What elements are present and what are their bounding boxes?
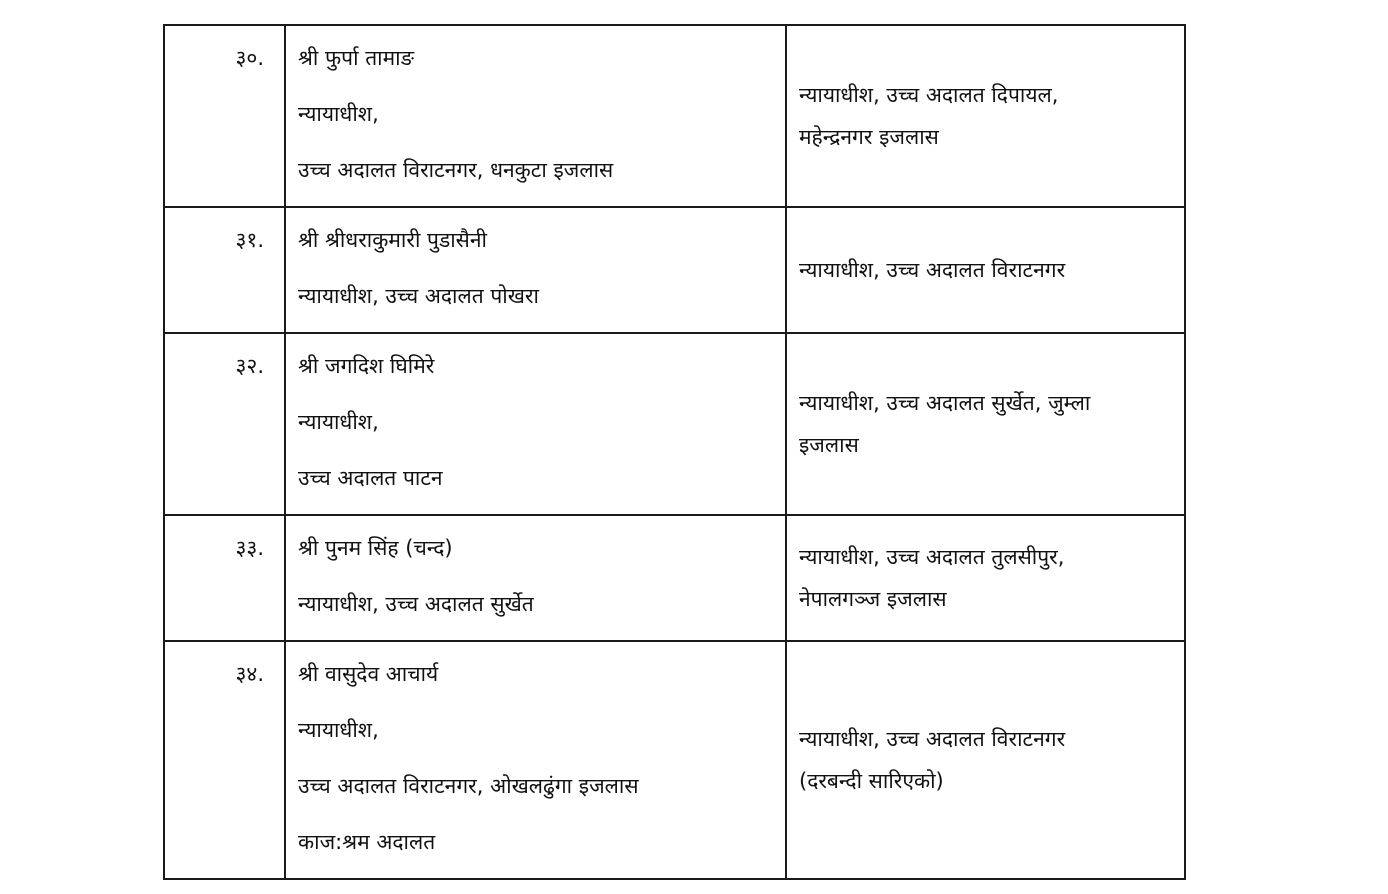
judge-title: न्यायाधीश,	[298, 410, 379, 434]
judge-name-cell	[285, 333, 786, 515]
new-posting-cell	[786, 515, 1185, 641]
judge-title-court: न्यायाधीश, उच्च अदालत पोखरा	[298, 284, 539, 308]
row-number-text: ३३.	[235, 536, 264, 560]
judge-name-cell	[285, 641, 786, 879]
row-number-text: ३१.	[235, 228, 264, 252]
row-number	[164, 207, 285, 333]
row-number	[164, 641, 285, 879]
row-number-text: ३२.	[235, 354, 264, 378]
judge-court: उच्च अदालत पाटन	[298, 466, 443, 490]
row-number	[164, 25, 285, 207]
judge-name: श्री श्रीधराकुमारी पुडासैनी	[298, 228, 487, 252]
judge-deputation: काज:श्रम अदालत	[298, 830, 436, 854]
new-posting-line: न्यायाधीश, उच्च अदालत तुलसीपुर,	[799, 545, 1065, 569]
judge-name-cell	[285, 515, 786, 641]
judge-title: न्यायाधीश,	[298, 102, 379, 126]
new-posting-line: इजलास	[799, 433, 859, 457]
transfer-table	[163, 24, 1186, 880]
new-posting-cell	[786, 207, 1185, 333]
judge-name: श्री पुनम सिंह (चन्द)	[298, 536, 453, 560]
table-row	[164, 515, 1185, 641]
new-posting-line: नेपालगञ्ज इजलास	[799, 587, 947, 611]
row-number-text: ३०.	[235, 46, 264, 70]
table-row	[164, 25, 1185, 207]
judge-title: न्यायाधीश,	[298, 718, 379, 742]
judge-title-court: न्यायाधीश, उच्च अदालत सुर्खेत	[298, 592, 534, 616]
judge-court: उच्च अदालत विराटनगर, धनकुटा इजलास	[298, 158, 614, 182]
judge-name: श्री वासुदेव आचार्य	[298, 662, 439, 686]
table-row	[164, 641, 1185, 879]
judge-name: श्री जगदिश घिमिरे	[298, 354, 435, 378]
judge-court: उच्च अदालत विराटनगर, ओखलढुंगा इजलास	[298, 774, 639, 798]
table-row	[164, 207, 1185, 333]
new-posting-line: महेन्द्रनगर इजलास	[799, 125, 939, 149]
new-posting-line: न्यायाधीश, उच्च अदालत विराटनगर	[799, 727, 1066, 751]
judge-name-cell	[285, 25, 786, 207]
table-row	[164, 333, 1185, 515]
new-posting-cell	[786, 25, 1185, 207]
judge-name: श्री फुर्पा तामाङ	[298, 46, 414, 70]
row-number	[164, 515, 285, 641]
new-posting-cell	[786, 333, 1185, 515]
row-number	[164, 333, 285, 515]
judge-name-cell	[285, 207, 786, 333]
new-posting-line: न्यायाधीश, उच्च अदालत दिपायल,	[799, 83, 1059, 107]
posting-note: (दरबन्दी सारिएको)	[799, 769, 944, 793]
new-posting-line: न्यायाधीश, उच्च अदालत विराटनगर	[799, 258, 1066, 282]
new-posting-line: न्यायाधीश, उच्च अदालत सुर्खेत, जुम्ला	[799, 391, 1091, 415]
new-posting-cell	[786, 641, 1185, 879]
row-number-text: ३४.	[235, 662, 264, 686]
